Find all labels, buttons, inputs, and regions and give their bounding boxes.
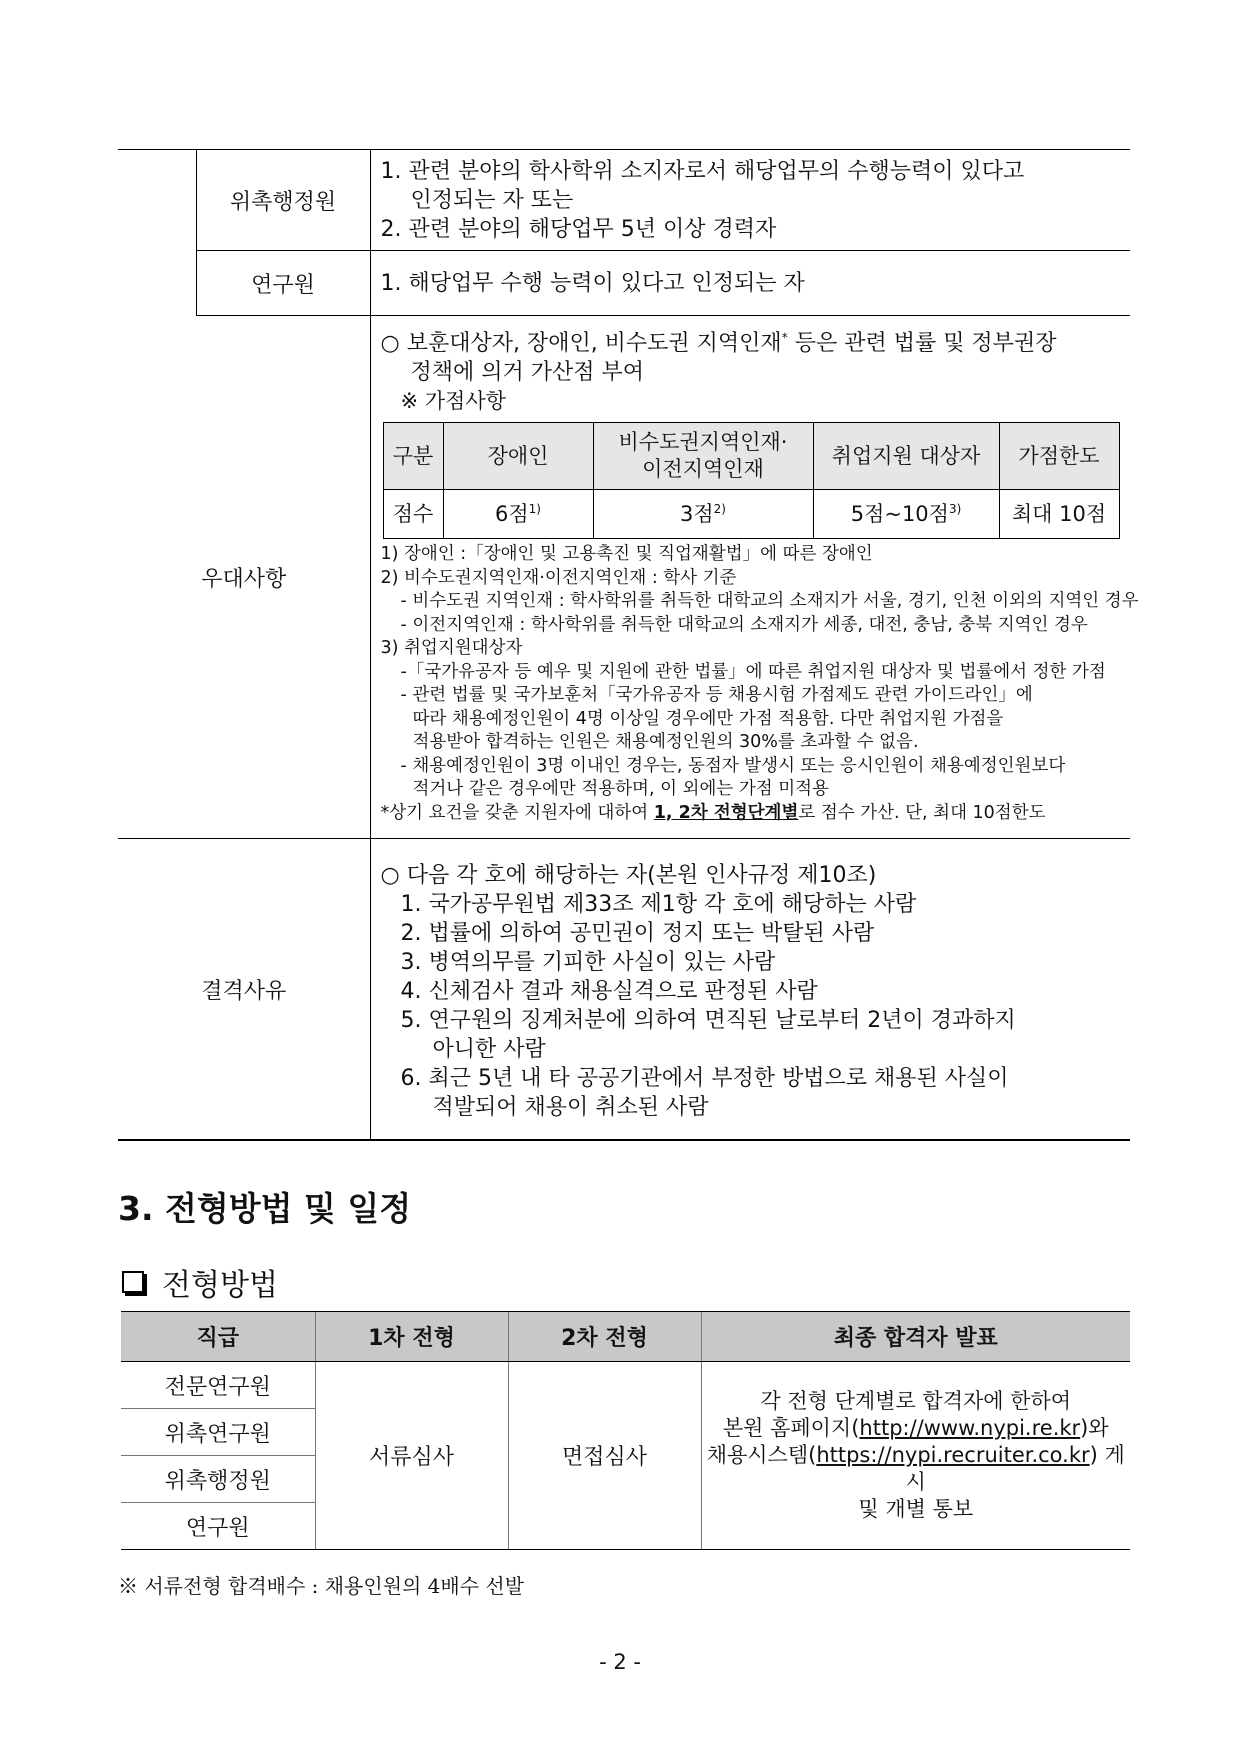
table-row: 전문연구원 서류심사 면접심사 각 전형 단계별로 합격자에 한하여 본원 홈페이지(http://www.nypi.re.kr)와 채용시스템(https://nypi.recruiter.co.kr) 게시 및 개별 통보 [121, 1362, 1130, 1409]
preference-title: 우대사항 [118, 316, 370, 839]
disqualification-content: ○ 다음 각 호에 해당하는 자(본원 인사규정 제10조) 1. 국가공무원법 제33조 제1항 각 호에 해당하는 사람 2. 법률에 의하여 공민권이 정지 또는 박탈된 사람 3. 병역의무를 기피한 사실이 있는 사람 4. 신체검사 결과 채용실격으로 판정된 사람 5. 연구원의 징계처분에 의하여 면직된 날로부터 2년이 경과하지 아니한 사람 6. 최근 5년 내 타 공공기관에서 부정한 방법으로 채용된 사실이 적발되어 채용이 취소된 사람 [370, 839, 1130, 1141]
checkbox-square-icon [122, 1271, 144, 1293]
table-row: 연구원 [121, 1503, 1130, 1550]
preference-notes: 1) 장애인 :「장애인 및 고용촉진 및 직업재활법」에 따른 장애인 2) 비수도권지역인재·이전지역인재 : 학사 기준 - 비수도권 지역인재 : 학사학위를 취득한 대학교의 소재지가 서울, 경기, 인천 이외의 지역인 경우 - 이전지역인재 : 학사학위를 취득한 대학교의 소재지가 세종, 대전, 충남, 충북 지역인 경우 3) 취업지원대상자 -「국가유공자 등 예우 및 지원에 관한 법률」에 따른 취업지원 대상자 및 법률에서 정한 가점 - 관련 법률 및 국가보훈처「국가유공자 등 채용시험 가점제도 관련 가이드라인」에 따라 채용예정인원이 4명 이상일 경우에만 가점 적용함. 다만 취업지원 가점을 적용받아 합격하는 인원은 채용예정인원의 30%를 초과할 수 없음. - 채용예정인원이 3명 이내인 경우는, 동점자 발생시 또는 응시인원이 채용예정인원보다 적거나 같은 경우에만 적용하며, 이 외에는 가점 미적용 *상기 요건을 갖춘 지원자에 대하여 1, 2차 전형단계별로 점수 가산. 단, 최대 10점한도 [380, 544, 1139, 823]
selection-header-row: 직급 1차 전형 2차 전형 최종 합격자 발표 [121, 1312, 1130, 1362]
section-title: 3. 전형방법 및 일정 [118, 1189, 412, 1228]
row-title: 연구원 [196, 251, 370, 316]
preference-row [118, 316, 1130, 839]
table-row: 위촉연구원 [121, 1409, 1130, 1456]
disqualification-row [118, 839, 1130, 1141]
subsection-title: 전형방법 [122, 1260, 278, 1304]
recruit-system-link[interactable]: https://nypi.recruiter.co.kr [816, 1443, 1090, 1467]
footnote: ※ 서류전형 합격배수 : 채용인원의 4배수 선발 [118, 1574, 525, 1598]
row-title: 위촉행정원 [196, 150, 370, 251]
bonus-header-row: 구분 장애인 비수도권지역인재· 이전지역인재 취업지원 대상자 가점한도 [383, 423, 1119, 490]
bonus-points-table [383, 422, 1120, 539]
table-row: 위촉행정원 [121, 1456, 1130, 1503]
row-content: 1. 관련 분야의 학사학위 소지자로서 해당업무의 수행능력이 있다고 인정되는 자 또는 2. 관련 분야의 해당업무 5년 이상 경력자 [370, 150, 1130, 251]
requirements-table [118, 149, 1139, 1141]
selection-method-table [121, 1311, 1130, 1550]
preference-content: ○ 보훈대상자, 장애인, 비수도권 지역인재* 등은 관련 법률 및 정부권장 정책에 의거 가산점 부여 ※ 가점사항 구분 장애인 비수도권지역인재· 이전지역인재 취업지원 대상자 가점한도 점수 6점$^{1)}$ 3점$^{2)}$ 5점~10점$^{3)}$ 최대 10점 1) 장애인 :「장애인 및 고용촉진 및 직업재활법」에 따른 장애인 2) 비수도권지역인재·이전지역인재 : 학사 기준 - 비수도권 지역인재 : 학사학위를 취득한 대학교의 소재지가 서울, 경기, 인천 이외의 지역인 경우 - 이전지역인재 : 학사학위를 취득한 대학교의 소재지가 세종, 대전, 충남, 충북 지역인 경우 3) 취업지원대상자 -「국가유공자 등 예우 및 지원에 관한 법률」에 따른 취업지원 대상자 및 법률에서 정한 가점 - 관련 법률 및 국가보훈처「국가유공자 등 채용시험 가점제도 관련 가이드라인」에 따라 채용예정인원이 4명 이상일 경우에만 가점 적용함. 다만 취업지원 가점을 적용받아 합격하는 인원은 채용예정인원의 30%를 초과할 수 없음. - 채용예정인원이 3명 이내인 경우는, 동점자 발생시 또는 응시인원이 채용예정인원보다 적거나 같은 경우에만 적용하며, 이 외에는 가점 미적용 *상기 요건을 갖춘 지원자에 대하여 1, 2차 전형단계별로 점수 가산. 단, 최대 10점한도 [370, 316, 1130, 839]
row-content: 1. 해당업무 수행 능력이 있다고 인정되는 자 [370, 251, 1130, 316]
disqualification-title: 결격사유 [118, 839, 370, 1141]
homepage-link[interactable]: http://www.nypi.re.kr [859, 1416, 1081, 1440]
page-number: - 2 - [599, 1650, 641, 1674]
requirement-row-admin [118, 150, 1130, 251]
bonus-score-row: 점수 6점$^{1)}$ 3점$^{2)}$ 5점~10점$^{3)}$ 최대 10점 [383, 490, 1119, 539]
requirement-row-researcher [118, 251, 1130, 316]
final-announcement: 각 전형 단계별로 합격자에 한하여 본원 홈페이지(http://www.nypi.re.kr)와 채용시스템(https://nypi.recruiter.co.kr) 게시 및 개별 통보 [701, 1362, 1130, 1550]
